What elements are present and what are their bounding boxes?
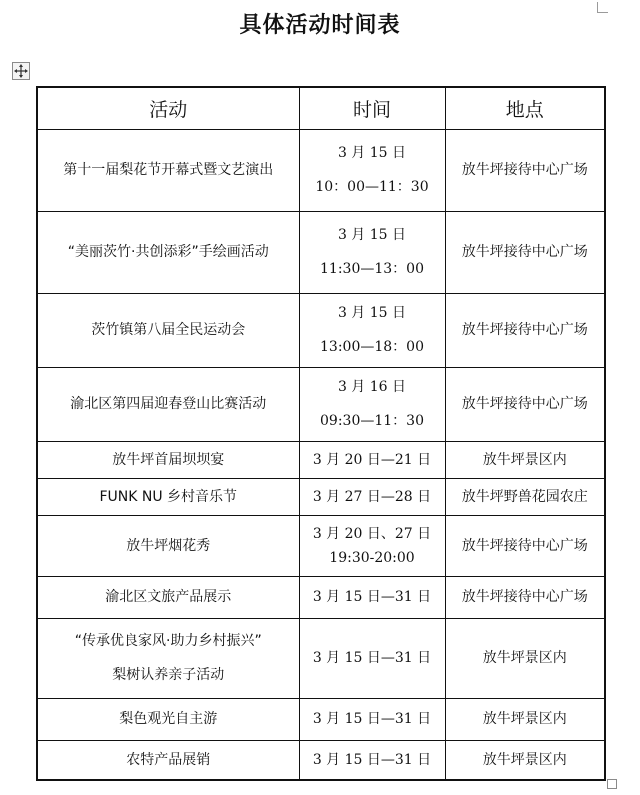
activity-text: FUNK NU 乡村音乐节 <box>99 488 238 505</box>
place-cell: 放牛坪接待中心广场 <box>445 129 605 211</box>
place-cell: 放牛坪景区内 <box>445 441 605 478</box>
place-cell: 放牛坪景区内 <box>445 698 605 740</box>
table-row <box>37 211 605 293</box>
time-range: 3 月 20 日—21 日 <box>312 451 432 468</box>
activity-text: “传承优良家风·助力乡村振兴” <box>74 633 262 649</box>
time-cell <box>299 293 445 367</box>
time-range: 11:30—13：00 <box>320 261 424 277</box>
activity-text: 渝北区文旅产品展示 <box>105 589 232 605</box>
time-cell <box>299 698 445 740</box>
activity-text: 第十一届梨花节开幕式暨文艺演出 <box>63 162 274 178</box>
activity-text: 放牛坪首届坝坝宴 <box>112 451 225 468</box>
activity-cell <box>37 618 299 698</box>
schedule-table <box>36 86 606 781</box>
time-range: 13:00—18：00 <box>320 339 424 355</box>
activity-text: 茨竹镇第八届全民运动会 <box>91 322 246 338</box>
activity-text: 农特产品展销 <box>126 751 211 768</box>
move-arrows-icon <box>13 63 29 79</box>
time-cell <box>299 211 445 293</box>
time-range: 3 月 27 日—28 日 <box>312 488 432 505</box>
time-date: 3 月 15 日 <box>337 305 407 321</box>
table-header-row <box>37 87 605 129</box>
table-row <box>37 129 605 211</box>
time-cell <box>299 740 445 780</box>
header-time: 时间 <box>299 87 445 129</box>
place-cell: 放牛坪景区内 <box>445 740 605 780</box>
time-cell <box>299 478 445 515</box>
table-row <box>37 367 605 441</box>
activity-text: 放牛坪烟花秀 <box>126 537 211 554</box>
time-cell <box>299 129 445 211</box>
activity-cell <box>37 576 299 618</box>
time-cell <box>299 618 445 698</box>
time-date: 3 月 15 日 <box>337 145 407 161</box>
time-cell <box>299 367 445 441</box>
activity-cell <box>37 129 299 211</box>
time-range: 3 月 15 日—31 日 <box>312 751 432 768</box>
place-cell: 放牛坪接待中心广场 <box>445 211 605 293</box>
place-cell: 放牛坪接待中心广场 <box>445 367 605 441</box>
time-range: 10：00—11：30 <box>315 179 429 195</box>
place-cell: 放牛坪接待中心广场 <box>445 576 605 618</box>
place-cell: 放牛坪景区内 <box>445 618 605 698</box>
activity-text: 渝北区第四届迎春登山比赛活动 <box>70 396 267 412</box>
header-activity: 活动 <box>37 87 299 129</box>
table-move-handle[interactable] <box>12 62 30 80</box>
time-range: 3 月 15 日—31 日 <box>312 650 432 666</box>
activity-cell <box>37 478 299 515</box>
time-cell <box>299 515 445 576</box>
activity-cell <box>37 740 299 780</box>
table-row <box>37 441 605 478</box>
time-range: 19:30-20:00 <box>329 549 415 566</box>
time-range: 3 月 15 日—31 日 <box>312 711 432 727</box>
header-place: 地点 <box>445 87 605 129</box>
time-date: 3 月 15 日 <box>337 227 407 243</box>
activity-cell <box>37 441 299 478</box>
table-row <box>37 293 605 367</box>
table-row <box>37 698 605 740</box>
table-row <box>37 618 605 698</box>
time-cell <box>299 441 445 478</box>
activity-cell <box>37 293 299 367</box>
time-range: 09:30—11：30 <box>320 413 424 429</box>
time-date: 3 月 20 日、27 日 <box>312 525 432 542</box>
activity-cell <box>37 211 299 293</box>
time-range: 3 月 15 日—31 日 <box>312 589 432 605</box>
activity-cell <box>37 515 299 576</box>
table-row <box>37 576 605 618</box>
activity-cell <box>37 698 299 740</box>
time-cell <box>299 576 445 618</box>
place-cell: 放牛坪接待中心广场 <box>445 293 605 367</box>
activity-text: “美丽茨竹·共创添彩”手绘画活动 <box>67 244 269 260</box>
table-row <box>37 515 605 576</box>
activity-text: 梨色观光自主游 <box>119 711 218 727</box>
table-row <box>37 478 605 515</box>
activity-cell <box>37 367 299 441</box>
page-title: 具体活动时间表 <box>239 13 401 38</box>
table-row <box>37 740 605 780</box>
place-cell: 放牛坪接待中心广场 <box>445 515 605 576</box>
activity-text: 梨树认养亲子活动 <box>112 667 225 683</box>
table-resize-handle[interactable] <box>607 779 617 789</box>
place-cell: 放牛坪野兽花园农庄 <box>445 478 605 515</box>
time-date: 3 月 16 日 <box>337 379 407 395</box>
